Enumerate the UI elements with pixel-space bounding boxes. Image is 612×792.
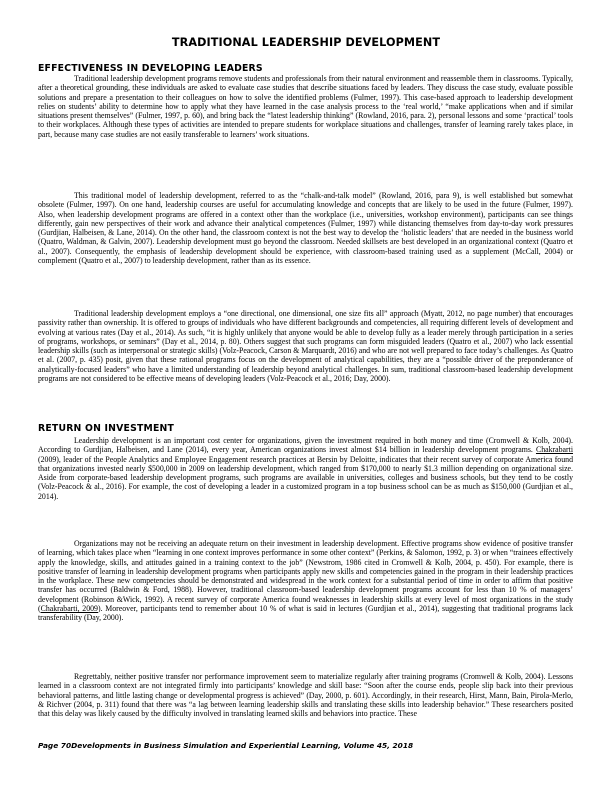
- footer-page-number: Page 70: [38, 741, 72, 750]
- footer-journal: Developments in Business Simulation and Experiential Learning, Volume 45, 2018: [71, 741, 414, 750]
- paragraph-1: Traditional leadership development programs remove students and professionals from their natural environment and reassemble them in classrooms. Typically, after a theoretical grounding, these individuals are asked to evaluate case studies that describe situations faced by leaders. They discuss the case study, evaluate possible solutions and prepare a presentation to their colleagues on how to solve the identified problems (Fulmer, 1997). This case-based approach to leadership development relies on students’ ability to determine how to apply what they have learned in the case analysis process to the ‘real world,’ “make applications when and if similar situations present themselves” (Fulmer, 1997, p. 60), and bring back the “latest leadership thinking” (Rowland, 2016, para. 2), personal lessons and some ‘practical’ tools to their workplaces. Although these types of activities are intended to prepare students for workplace situations and challenges, transfer of learning rarely takes place, in part, because many case studies are not easily transferable to learners’ work situations.: [38, 74, 573, 139]
- paragraph-4-text-a: Leadership development is an important cost center for organizations, given the investment required in both money and time (Cromwell & Kolb, 2004). According to Gurdjian, Halbeisen, and Lane (2014), every year, American organizations invest almost $14 billion in leadership development programs.: [38, 436, 573, 455]
- paragraph-5-text-b: ). Moreover, participants tend to remember about 10 % of what is said in lectures (Gurdjian et al., 2014), suggesting that traditional programs lack transferability (Day, 2000).: [38, 604, 573, 623]
- page-footer: [38, 741, 413, 750]
- citation-link-chakrabarti[interactable]: Chakrabarti: [535, 445, 573, 455]
- paragraph-3: Traditional leadership development employs a “one directional, one dimensional, one size fits all” approach (Myatt, 2012, no page number) that encourages passivity rather than ownership. It is offered to groups of individuals who have different backgrounds and competencies, all requiring different levels of development and evolving at various rates (Day et al., 2014). As such, “it is highly unlikely that anyone would be able to develop fully as a leader merely through participation in a series of programs, workshops, or seminars” (Day et al., 2014, p. 80). Others suggest that such programs can form misguided leaders (Quatro et al., 2007) who lack essential leadership skills (such as interpersonal or strategic skills) (Volz-Peacock, Carson & Marquardt, 2016) and who are not well prepared to face today’s challenges. As Quatro et al. (2007, p. 435) posit, given that these rational programs focus on the development of analytical capabilities, they are a “possible driver of the preponderance of analytically-focused leaders” who have a limited understanding of leadership beyond analytical challenges. In sum, traditional classroom-based leadership development programs are not considered to be effective means of developing leaders (Volz-Peacock et al., 2016; Day, 2000).: [38, 309, 573, 384]
- paragraph-5: [38, 539, 573, 623]
- paragraph-2: This traditional model of leadership development, referred to as the “chalk-and-talk model” (Rowland, 2016, para 9), is well established but somewhat obsolete (Fulmer, 1997). On one hand, leadership courses are useful for accumulating knowledge and concepts that are likely to be used in the future (Fulmer, 1997). Also, when leadership development programs are offered in a context other than the workplace (i.e., universities, workshop environment), participants can see things differently, gain new perspectives of their work and advance their analytical competences (Fulmer, 1997) while distancing themselves from day-to-day work pressures (Gurdjian, Halbeisen, & Lane, 2014). On the other hand, the classroom context is not the best way to develop the ‘holistic leaders’ that are needed in the business world (Quatro, Waldman, & Galvin, 2007). Leadership development must go beyond the classroom. Needed skillsets are best developed in an organizational context (Quatro et al., 2007). Consequently, the emphasis of leadership development should be experience, with classroom-based training used as a supplement (McCall, 2004) or complement (Quatro et al., 2007) to leadership development, rather than as its essence.: [38, 191, 573, 266]
- citation-link-chakrabarti-2009[interactable]: Chakrabarti, 2009: [40, 604, 98, 614]
- paragraph-5-text-a: Organizations may not be receiving an adequate return on their investment in leadership development. Effective programs show evidence of positive transfer of learning, which takes place when “learning in one context improves performance in some other context” (Perkins, & Salomon, 1992, p. 3) or when “trainees effectively apply the knowledge, skills, and attitudes gained in a training context to the job” (Newstrom, 1986 cited in Cromwell & Kolb, 2004, p. 450). For example, there is positive transfer of learning in leadership development programs when participants apply new skills and competencies gained in the program in their leadership practices in the workplace. These new competencies should be demonstrated and widespread in the work context for a substantial period of time in order to affirm that positive transfer has occurred (Baldwin & Ford, 1988). However, traditional classroom-based leadership development programs account for less than 10 % of managers’ development (Robinson &Wick, 1992). A recent survey of corporate America found weaknesses in leadership skills at every level of most organizations in the study (: [38, 539, 573, 614]
- section-heading-effectiveness: EFFECTIVENESS IN DEVELOPING LEADERS: [38, 63, 263, 74]
- page-title: TRADITIONAL LEADERSHIP DEVELOPMENT: [171, 36, 441, 49]
- section-heading-roi: RETURN ON INVESTMENT: [38, 423, 175, 434]
- paragraph-4-text-b: (2009), leader of the People Analytics and Employee Engagement research practices at Bersin by Deloitte, indicates that their recent survey of corporate America found that organizations invested nearly $500,000 in 2009 on leadership development, which ranged from $170,000 to nearly $1.3 million depending on organizational size. Aside from corporate-based leadership development programs, such programs are available in universities, colleges and business schools, but they tend to be costly (Volz-Peacock & al., 2016). For example, the cost of developing a leader in a customized program in a top business school can be as much as $150,000 (Gurdjian et al., 2014).: [38, 454, 573, 501]
- paragraph-4: [38, 436, 573, 501]
- paragraph-6: Regrettably, neither positive transfer nor performance improvement seem to materialize regularly after training programs (Cromwell & Kolb, 2004). Lessons learned in a classroom context are not integrated firmly into participants’ knowledge and skill base: “Soon after the course ends, people slip back into their previous behavioral patterns, and little lasting change or developmental progress is achieved” (Day, 2000, p. 601). Accordingly, in their research, Hirst, Mann, Bain, Pirola-Merlo, & Richver (2004, p. 311) found that there was “a lag between learning leadership skills and translating these skills into leadership behavior.” These researchers posited that this delay was likely caused by the difficulty involved in translating learned skills and behaviors into practice. These: [38, 672, 573, 719]
